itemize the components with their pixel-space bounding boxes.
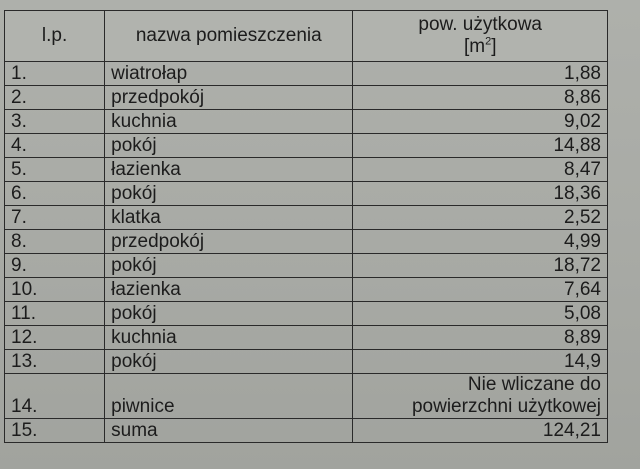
room-area: 14,9 xyxy=(353,350,608,374)
room-area-table xyxy=(4,10,608,443)
basement-note-line1: Nie wliczane do xyxy=(467,374,601,395)
room-area: 18,72 xyxy=(353,254,608,278)
room-area: 7,64 xyxy=(353,278,608,302)
room-name: kuchnia xyxy=(105,326,353,350)
row-number: 4. xyxy=(5,134,105,158)
room-area: 5,08 xyxy=(353,302,608,326)
room-area: 4,99 xyxy=(353,230,608,254)
table-row xyxy=(5,86,608,110)
row-number: 9. xyxy=(5,254,105,278)
room-name: łazienka xyxy=(105,158,353,182)
table-row xyxy=(5,62,608,86)
table-row xyxy=(5,326,608,350)
row-number: 8. xyxy=(5,230,105,254)
room-name: przedpokój xyxy=(105,230,353,254)
room-area: 8,89 xyxy=(353,326,608,350)
header-usable-area xyxy=(353,11,608,62)
room-name: piwnice xyxy=(105,374,353,419)
total-label: suma xyxy=(105,419,353,443)
table-row xyxy=(5,206,608,230)
row-number: 7. xyxy=(5,206,105,230)
room-area: 2,52 xyxy=(353,206,608,230)
table-row xyxy=(5,134,608,158)
header-room-name: nazwa pomieszczenia xyxy=(105,11,353,62)
row-number: 10. xyxy=(5,278,105,302)
table-row xyxy=(5,182,608,206)
total-area: 124,21 xyxy=(353,419,608,443)
row-number: 13. xyxy=(5,350,105,374)
row-number: 1. xyxy=(5,62,105,86)
room-area: 18,36 xyxy=(353,182,608,206)
table-row xyxy=(5,302,608,326)
room-name: pokój xyxy=(105,182,353,206)
room-area: 8,47 xyxy=(353,158,608,182)
room-name: pokój xyxy=(105,302,353,326)
row-number: 5. xyxy=(5,158,105,182)
room-area: 1,88 xyxy=(353,62,608,86)
room-name: przedpokój xyxy=(105,86,353,110)
room-area: 14,88 xyxy=(353,134,608,158)
row-number: 12. xyxy=(5,326,105,350)
row-number: 3. xyxy=(5,110,105,134)
table-header xyxy=(5,11,608,62)
unit-open: [m xyxy=(463,36,486,57)
basement-note xyxy=(353,374,608,419)
header-row xyxy=(5,11,608,62)
table-row xyxy=(5,110,608,134)
room-area: 9,02 xyxy=(353,110,608,134)
table-row xyxy=(5,230,608,254)
table-row xyxy=(5,254,608,278)
row-number: 11. xyxy=(5,302,105,326)
total-row xyxy=(5,419,608,443)
table-row xyxy=(5,278,608,302)
table-body xyxy=(5,62,608,443)
unit-exponent: 2 xyxy=(485,35,492,48)
row-number: 14. xyxy=(5,374,105,419)
room-name: kuchnia xyxy=(105,110,353,134)
table-row xyxy=(5,350,608,374)
room-name: pokój xyxy=(105,254,353,278)
room-name: klatka xyxy=(105,206,353,230)
room-name: łazienka xyxy=(105,278,353,302)
header-area-label: pow. użytkowa xyxy=(418,14,542,35)
row-number: 15. xyxy=(5,419,105,443)
basement-row xyxy=(5,374,608,419)
row-number: 6. xyxy=(5,182,105,206)
row-number: 2. xyxy=(5,86,105,110)
room-area: 8,86 xyxy=(353,86,608,110)
unit-close: ] xyxy=(491,36,497,57)
room-name: pokój xyxy=(105,134,353,158)
basement-note-line2: powierzchni użytkowej xyxy=(411,396,601,417)
room-name: pokój xyxy=(105,350,353,374)
table-row xyxy=(5,158,608,182)
header-lp: l.p. xyxy=(5,11,105,62)
header-area-unit xyxy=(359,36,601,58)
room-name: wiatrołap xyxy=(105,62,353,86)
